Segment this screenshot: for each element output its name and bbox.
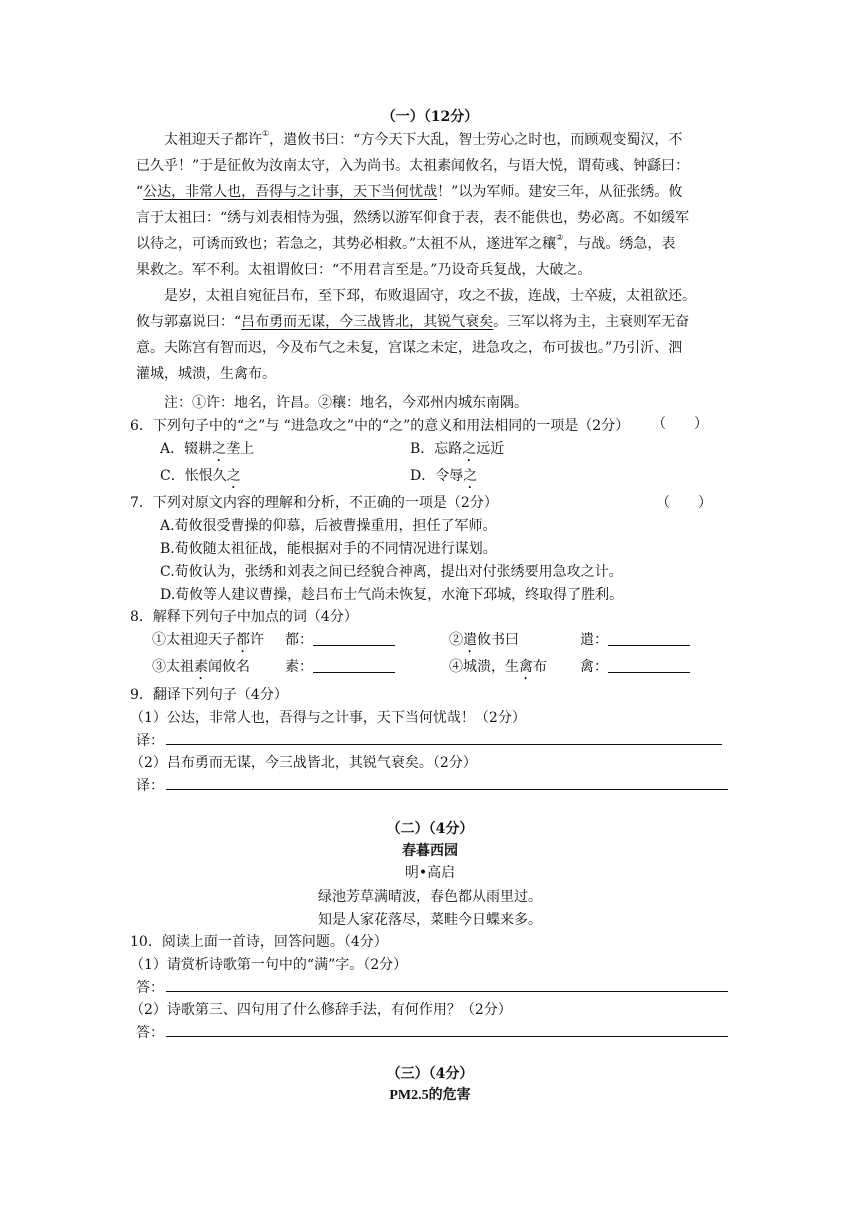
q10-answer-line-1[interactable] [166,991,728,992]
poem-line-1: 绿池芳草满晴波，春色都从雨里过。 [318,889,542,905]
annotation-note: 注：①许：地名，许昌。②穰：地名，今邓州内城东南隅。 [164,395,528,411]
q9-answer-line-1[interactable] [166,744,722,745]
passage-line [136,181,682,203]
passage-line [164,129,682,151]
passage-text: ，遣攸书曰：“方今天下大乱，智士劳心之时也，而顾观变蜀汉，不 [269,132,683,148]
passage-text: ，与战。绣急，表 [563,236,676,252]
q10-sub-2: （2）诗歌第三、四句用了什么修辞手法，有何作用？（2分） [130,1002,512,1018]
dotted-char: 之 [226,468,241,484]
passage-line: 意。夫陈宫有智而迟，今及布气之未复，宫谋之未定，进急攻之，布可拔也。”乃引沂、泗 [136,340,683,356]
q7-option-c[interactable]: C.荀攸认为，张绣和刘表之间已经貌合神离，提出对付张绣要用急攻之计。 [160,564,623,580]
q10-stem: 10．阅读上面一首诗，回答问题。（4分） [130,934,388,950]
q9-answer-label-2: 译： [136,778,164,794]
q8-item-2-word: 遣： [580,632,608,648]
passage-line: 果救之。军不利。太祖谓攸曰：“不用君言至是。”乃设奇兵复战，大破之。 [136,262,592,278]
q6-option-d[interactable] [410,465,477,492]
q8-item-1-word: 都： [285,632,313,648]
option-text: D．令辱 [410,468,464,484]
q8-item-4 [449,656,547,683]
passage-text: 太祖迎天子都许 [164,132,262,148]
dotted-char: 之 [212,441,227,457]
footnote-marker: ② [556,233,564,242]
section3-subtitle: PM2.5的危害 [389,1088,471,1103]
item-text: ④城溃，生 [449,659,519,675]
dotted-char: 禽 [519,659,533,675]
passage-line: 言于太祖曰：“绣与刘表相恃为强，然绣以游军仰食于表，表不能供也，势必离。不如缓军 [136,210,690,226]
underlined-sentence: 公达，非常人也，吾得与之计事，天下当何忧哉 [143,184,438,200]
option-text: 远近 [476,441,505,457]
q6-option-b[interactable] [410,438,504,465]
passage-text: 攸与郭嘉说曰： [136,314,234,330]
option-text: C．怅恨久 [160,468,227,484]
poem-author: 明•高启 [404,865,456,881]
q8-item-3-word: 素： [285,659,313,675]
item-text: 布 [533,659,547,675]
q10-answer-line-2[interactable] [166,1036,728,1037]
poem-title: 春暮西园 [402,843,458,859]
q6-answer-paren[interactable]: （ ） [652,416,708,432]
passage-line [136,311,689,333]
option-text: A．辍耕 [160,441,213,457]
q8-item-1-answer-line[interactable] [313,645,395,646]
section1-title: （一）（12分） [381,109,479,125]
q8-item-3 [152,656,250,683]
q8-item-4-answer-line[interactable] [608,672,690,673]
q9-answer-line-2[interactable] [166,789,728,790]
item-text: 攸书曰 [477,632,519,648]
q8-item-3-answer-line[interactable] [313,672,395,673]
passage-line: 已久乎！”于是征攸为汝南太守，入为尚书。太祖素闻攸名，与语大悦，谓荀彧、钟繇曰： [136,158,690,174]
item-text: ② [449,632,463,648]
dotted-char: 之 [463,468,478,484]
q6-option-a[interactable] [160,438,254,465]
passage-line: 是岁，太祖自宛征吕布，至下邳，布败退固守，攻之不拔，连战，士卒疲，太祖欲还。 [164,288,696,304]
item-text: ③太祖 [152,659,194,675]
item-text: 闻攸名 [208,659,250,675]
q8-item-1 [152,629,264,656]
q8-stem: 8．解释下列句子中加点的词（4分） [130,609,358,625]
q6-option-c[interactable] [160,465,241,492]
dotted-char: 素 [194,659,208,675]
q7-option-b[interactable]: B.荀攸随太祖征战，能根据对手的不同情况进行谋划。 [160,541,497,557]
passage-text: “ [136,184,144,200]
passage-text: 。三军以将为主，主衰则军无奋 [493,314,690,330]
poem-line-2: 知是人家花落尽，菜畦今日蝶来多。 [318,912,542,928]
passage-text: “ [234,314,242,330]
q10-sub-1: （1）请赏析诗歌第一句中的“满”字。（2分） [130,957,408,973]
dotted-char: 之 [462,441,477,457]
q9-answer-label-1: 译： [136,733,164,749]
dotted-char: 都 [236,632,250,648]
q7-option-d[interactable]: D.荀攸等人建议曹操，趁吕布士气尚未恢复，水淹下邳城，终取得了胜利。 [160,587,624,603]
passage-text: 以待之，可诱而致也；若急之，其势必相救。”太祖不从，遂进军之穰 [136,236,557,252]
q8-item-2 [449,629,519,656]
q8-item-4-word: 禽： [580,659,608,675]
option-text: B．忘路 [410,441,463,457]
q9-sentence-1: （1）公达，非常人也，吾得与之计事，天下当何忧哉！（2分） [130,710,526,726]
passage-line [136,233,675,255]
q10-answer-label-1: 答： [136,980,164,996]
q9-stem: 9．翻译下列句子（4分） [130,687,288,703]
q9-sentence-2: （2）吕布勇而无谋，今三战皆北，其锐气衰矣。（2分） [130,755,477,771]
footnote-marker: ① [262,129,270,138]
dotted-char: 遣 [463,632,477,648]
option-text: 垄上 [226,441,255,457]
item-text: ①太祖迎天子 [152,632,236,648]
item-text: 许 [250,632,264,648]
q7-option-a[interactable]: A.荀攸很受曹操的仰慕，后被曹操重用，担任了军师。 [160,518,497,534]
section2-title: （二）（4分） [386,821,474,837]
q7-answer-paren[interactable]: （ ） [656,495,712,511]
q7-stem: 7．下列对原文内容的理解和分析，不正确的一项是（2分） [130,495,498,511]
q8-item-2-answer-line[interactable] [608,645,690,646]
underlined-sentence: 吕布勇而无谋，今三战皆北，其锐气衰矣 [241,314,494,330]
passage-text: ！”以为军师。建安三年，从征张绣。攸 [437,184,683,200]
q6-stem: 6．下列句子中的“之”与 “进急攻之”中的“之”的意义和用法相同的一项是（2分） [130,418,630,434]
section3-title: （三）（4分） [386,1066,474,1082]
q10-answer-label-2: 答： [136,1025,164,1041]
passage-line: 灌城，城溃，生禽布。 [136,366,276,382]
